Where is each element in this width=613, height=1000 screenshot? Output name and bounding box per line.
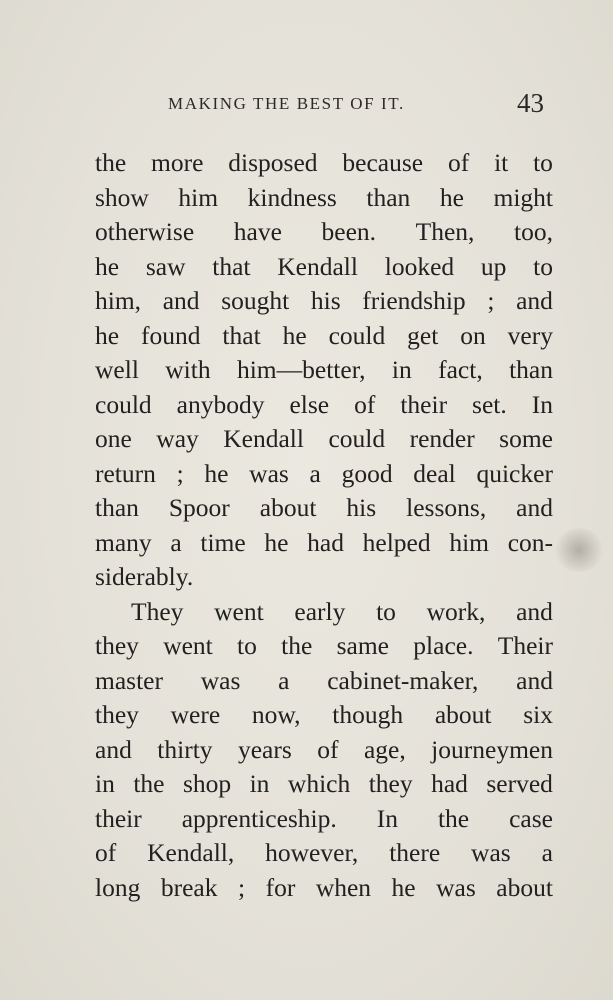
word: and	[95, 734, 132, 764]
word: a	[278, 665, 290, 695]
word: early	[294, 596, 346, 626]
word: and	[516, 665, 553, 695]
word: served	[486, 769, 553, 798]
word: there	[389, 838, 441, 867]
word: his	[346, 493, 377, 522]
word: they	[95, 700, 139, 729]
word: helped	[362, 527, 431, 557]
word: age,	[363, 734, 406, 764]
word: six	[523, 700, 553, 729]
word: one	[95, 424, 132, 453]
text-line	[95, 733, 553, 768]
word: than	[509, 355, 553, 384]
text-line	[95, 767, 553, 802]
word: to	[533, 148, 553, 177]
word: he	[391, 872, 416, 902]
word: was	[436, 872, 476, 902]
word: the	[133, 769, 165, 798]
page-number: 43	[517, 88, 544, 118]
word: show	[95, 182, 149, 212]
word: They	[131, 596, 184, 626]
word: friendship	[362, 286, 466, 315]
text-line	[95, 595, 553, 630]
word: him	[178, 182, 219, 212]
word: about	[496, 872, 553, 902]
word: their	[95, 803, 142, 833]
word: con-	[507, 527, 553, 557]
word: render	[409, 424, 475, 453]
word: ;	[176, 458, 184, 488]
word: looked	[384, 251, 455, 281]
word: to	[376, 596, 396, 626]
text-line	[95, 422, 553, 457]
word: else	[289, 389, 330, 419]
word: been.	[321, 217, 377, 246]
word: in	[391, 355, 412, 384]
word: of	[447, 148, 470, 177]
word: get	[407, 320, 439, 350]
word: In	[531, 389, 553, 419]
word: was	[249, 458, 289, 488]
word: to	[533, 251, 553, 281]
word: went	[214, 596, 264, 626]
word: in	[95, 769, 115, 798]
word: Kendall,	[147, 838, 235, 867]
text-line	[95, 698, 553, 733]
word: he	[204, 458, 229, 488]
word: long	[95, 872, 141, 902]
text-line	[95, 388, 553, 423]
word: that	[222, 320, 261, 350]
word: their	[400, 389, 448, 419]
word: might	[493, 182, 553, 212]
word: for	[265, 872, 296, 902]
word: work,	[426, 596, 486, 626]
word: siderably.	[95, 562, 194, 591]
word: which	[287, 769, 351, 798]
text-line	[95, 664, 553, 699]
word: he	[282, 320, 307, 350]
word: him—better,	[236, 355, 366, 384]
word: Spoor	[168, 493, 230, 522]
word: had	[431, 769, 468, 798]
word: ;	[487, 286, 495, 315]
word: lessons,	[406, 493, 487, 522]
word: break	[160, 872, 218, 902]
word: more	[151, 148, 204, 177]
word: he	[264, 527, 289, 557]
word: and	[516, 286, 553, 315]
word: Kendall	[277, 251, 358, 281]
word: journeymen	[431, 734, 553, 764]
word: and	[516, 493, 553, 522]
text-line	[95, 629, 553, 664]
word: however,	[265, 838, 359, 867]
word: sought	[221, 286, 290, 315]
word: In	[376, 803, 398, 833]
word: he	[95, 251, 120, 281]
word: found	[141, 320, 201, 350]
word: could	[328, 320, 386, 350]
word: because	[342, 148, 424, 177]
word: of	[354, 389, 376, 419]
word: years	[237, 734, 292, 764]
word: case	[509, 803, 553, 833]
word: were	[170, 700, 221, 729]
word: anybody	[176, 389, 265, 419]
text-line	[95, 526, 553, 561]
word: it	[494, 148, 509, 177]
word: about	[259, 493, 317, 522]
word: well	[95, 355, 139, 384]
word: could	[328, 424, 386, 453]
text-line	[95, 457, 553, 492]
word: he	[439, 182, 464, 212]
word: up	[480, 251, 507, 281]
word: too,	[514, 217, 553, 246]
word: the	[437, 803, 470, 833]
word: quicker	[476, 458, 553, 488]
text-line	[95, 181, 553, 216]
word: though	[332, 700, 404, 729]
word: than	[95, 493, 139, 522]
word: the	[281, 631, 313, 660]
word: a	[170, 527, 182, 557]
word: with	[165, 355, 211, 384]
word: have	[233, 217, 282, 246]
word: they	[368, 769, 413, 798]
word: cabinet-maker,	[327, 665, 479, 695]
word: and	[516, 596, 553, 626]
word: disposed	[228, 148, 318, 177]
word: some	[499, 424, 553, 453]
word: kindness	[247, 182, 337, 212]
word: and	[162, 286, 200, 315]
word: when	[315, 872, 372, 902]
word: many	[95, 527, 152, 557]
text-line	[95, 871, 553, 906]
text-line	[95, 284, 553, 319]
word: a	[541, 838, 553, 867]
paper-stain	[555, 528, 603, 572]
word: his	[310, 286, 341, 315]
word: could	[95, 389, 152, 419]
text-line	[95, 491, 553, 526]
text-line	[95, 802, 553, 837]
word: was	[471, 838, 511, 867]
word: was	[200, 665, 241, 695]
word: very	[507, 320, 553, 350]
word: he	[95, 320, 120, 350]
word: otherwise	[95, 217, 195, 246]
word: a	[309, 458, 321, 488]
running-head	[0, 88, 613, 124]
word: now,	[251, 700, 301, 729]
text-line	[95, 215, 553, 250]
body-text	[95, 146, 553, 905]
word: same	[336, 631, 390, 660]
word: to	[237, 631, 257, 660]
word: him	[449, 527, 489, 557]
word: him,	[95, 286, 142, 315]
word: saw	[145, 251, 186, 281]
word: of	[317, 734, 339, 764]
word: place.	[413, 631, 474, 660]
running-title: MAKING THE BEST OF IT.	[168, 94, 405, 113]
text-line	[95, 560, 553, 595]
word: than	[366, 182, 411, 212]
word: Then,	[415, 217, 475, 246]
word: apprenticeship.	[181, 803, 337, 833]
text-line	[95, 836, 553, 871]
word: return	[95, 458, 156, 488]
word: about	[434, 700, 492, 729]
word: good	[341, 458, 393, 488]
word: Their	[497, 631, 553, 660]
word: time	[200, 527, 246, 557]
word: ;	[237, 872, 246, 902]
word: on	[460, 320, 486, 350]
word: in	[249, 769, 270, 798]
word: Kendall	[223, 424, 304, 453]
text-line	[95, 319, 553, 354]
text-line	[95, 353, 553, 388]
word: master	[95, 665, 163, 695]
word: they	[95, 631, 139, 660]
word: that	[212, 251, 251, 281]
word: thirty	[157, 734, 213, 764]
word: went	[163, 631, 213, 660]
word: set.	[472, 389, 507, 419]
word: had	[307, 527, 344, 557]
word: of	[95, 838, 117, 867]
word: fact,	[438, 355, 483, 384]
text-line	[95, 146, 553, 181]
word: deal	[413, 458, 456, 488]
text-line	[95, 250, 553, 285]
word: way	[156, 424, 199, 453]
word: shop	[182, 769, 232, 798]
word: the	[95, 148, 127, 177]
